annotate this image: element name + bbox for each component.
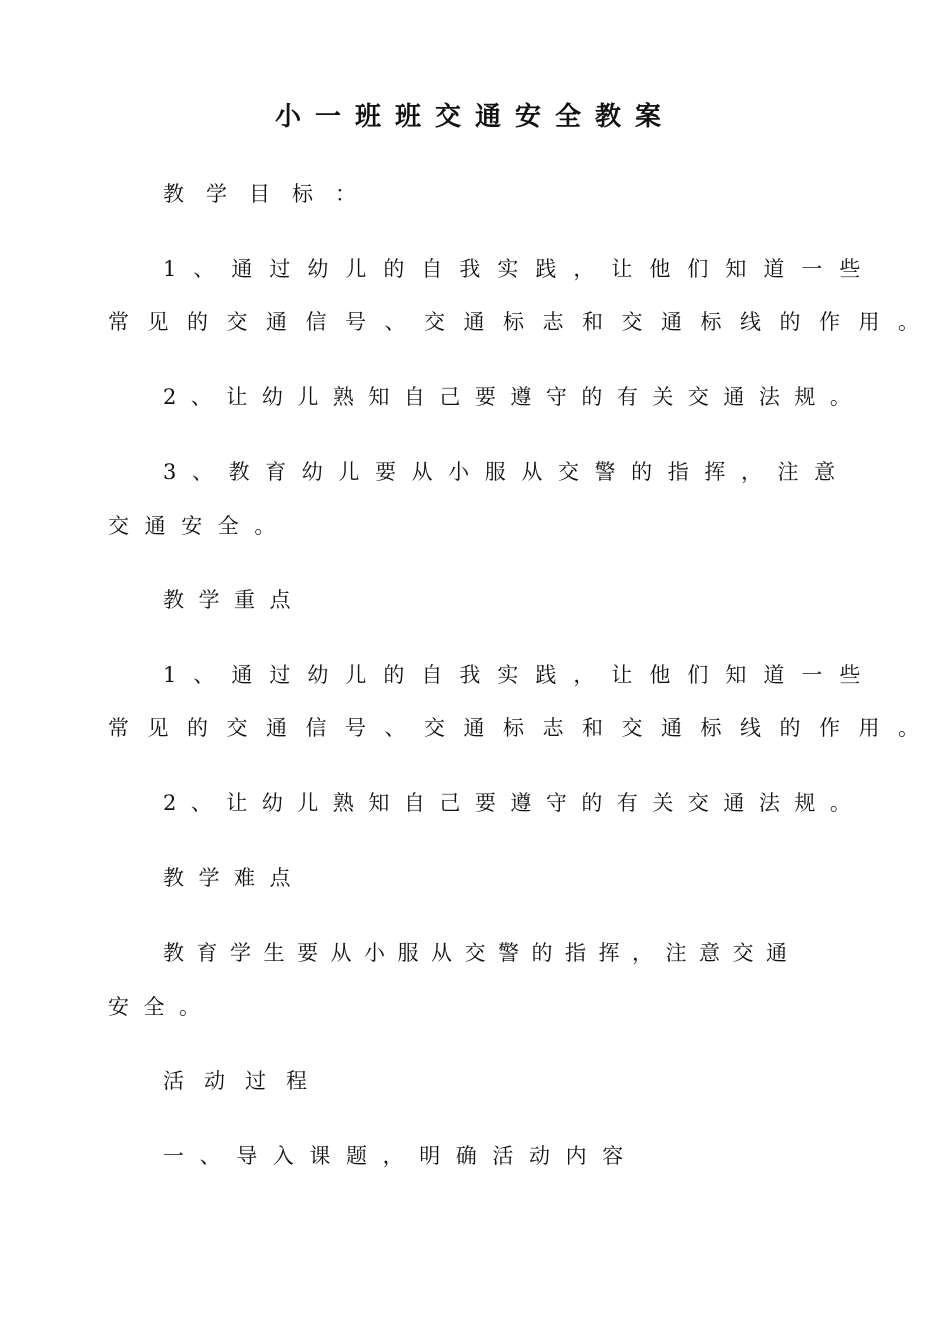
key-point-1-line-2: 常见的交通信号、交通标志和交通标线的作用。 bbox=[108, 716, 938, 740]
key-point-1-line-1: 1、通过幼儿的自我实践，让他们知道一些 bbox=[163, 663, 878, 687]
difficulty-line-2: 安全。 bbox=[108, 995, 215, 1019]
goal-1-line-1: 1、通过幼儿的自我实践，让他们知道一些 bbox=[163, 257, 878, 281]
heading-difficulties: 教学难点 bbox=[163, 866, 305, 890]
key-point-2: 2、让幼儿熟知自己要遵守的有关交通法规。 bbox=[163, 791, 866, 815]
goal-3-line-2: 交通安全。 bbox=[108, 514, 291, 538]
document-title: 小一班班交通安全教案 bbox=[274, 102, 675, 132]
difficulty-line-1: 教育学生要从小服从交警的指挥，注意交通 bbox=[163, 941, 800, 965]
goal-1-line-2: 常见的交通信号、交通标志和交通标线的作用。 bbox=[108, 310, 938, 334]
heading-key-points: 教学重点 bbox=[163, 588, 305, 612]
heading-activity-process: 活动过程 bbox=[163, 1069, 327, 1093]
goal-3-line-1: 3、教育幼儿要从小服从交警的指挥，注意 bbox=[163, 460, 851, 484]
goal-2: 2、让幼儿熟知自己要遵守的有关交通法规。 bbox=[163, 385, 866, 409]
heading-teaching-goals: 教学目标： bbox=[163, 182, 378, 206]
activity-step-1: 一、导入课题，明确活动内容 bbox=[163, 1144, 639, 1168]
